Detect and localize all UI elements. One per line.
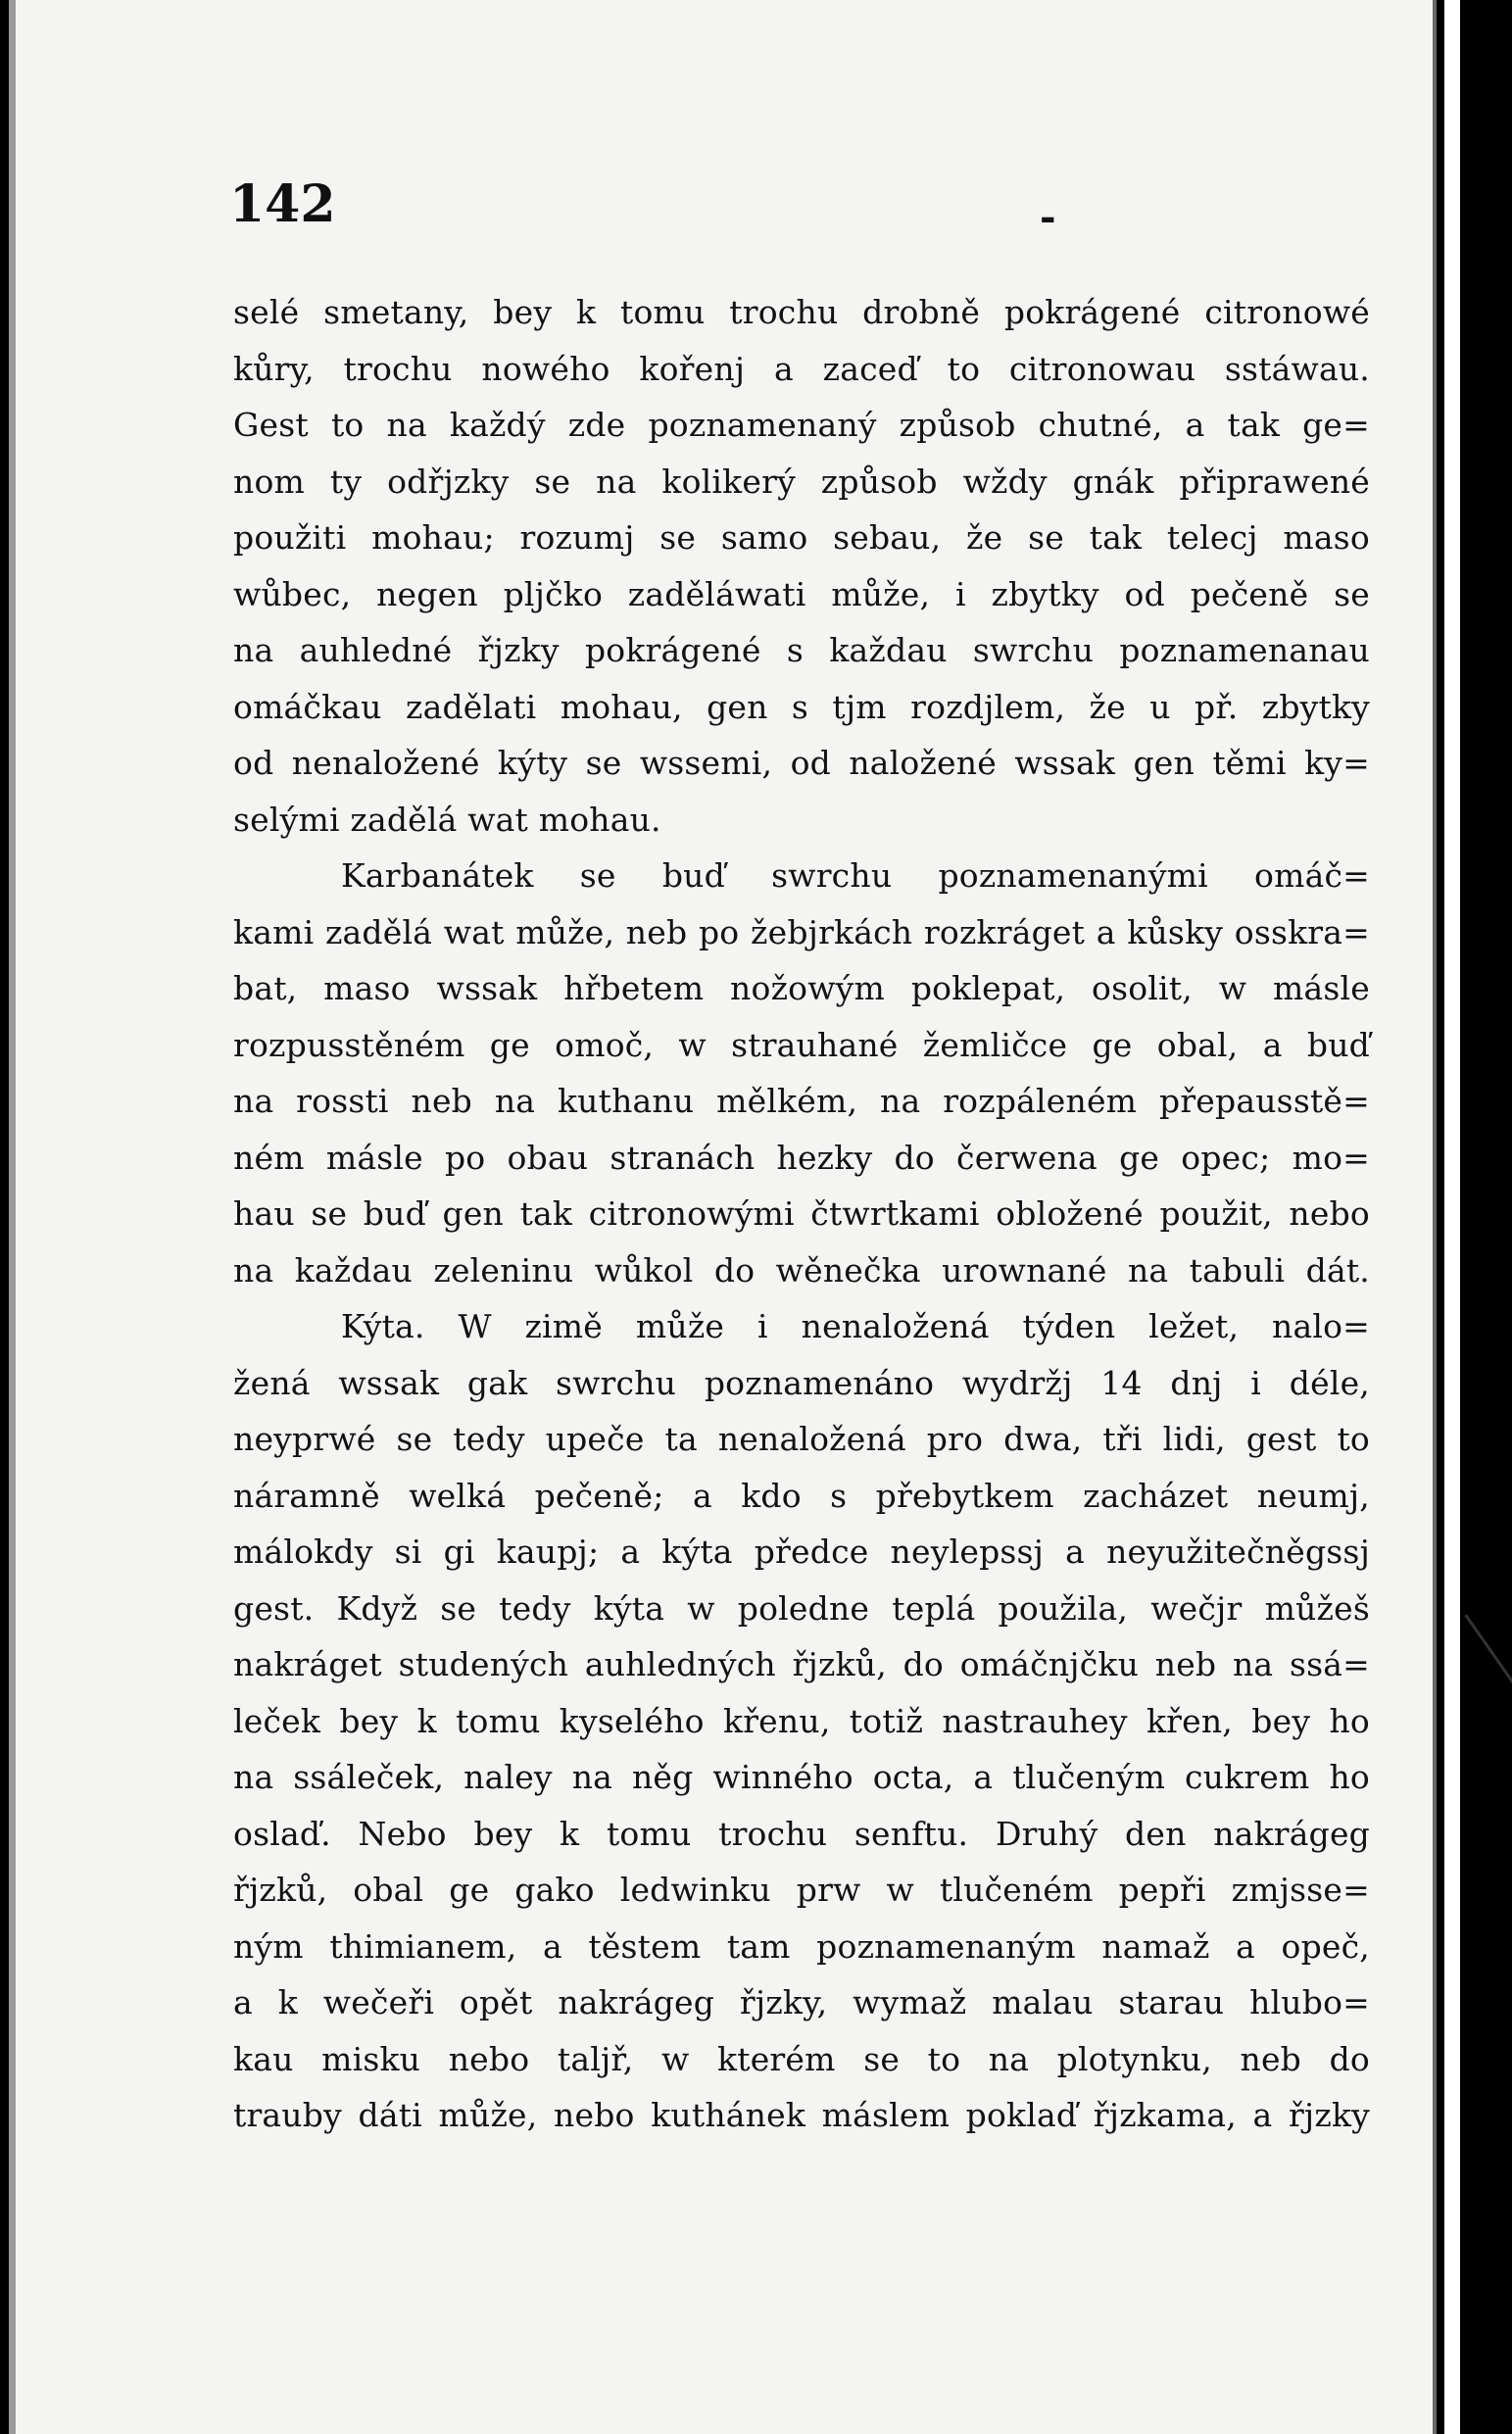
book-page	[16, 0, 1433, 2434]
text-line: kau misku nebo talјř, w kterém se to na plotynku, neb do	[233, 2039, 1370, 2078]
header-dash: -	[1040, 194, 1056, 240]
text-line: rozpusstěném ge omoč, w strauhané žemličce ge obal, a buď	[233, 1025, 1370, 1064]
text-line: omáčkau zadělati mohau, gen s tjm rozdjlem, že u př. zbytky	[233, 687, 1370, 726]
page-number: 142	[229, 174, 336, 234]
text-line: Gest to na každý zde poznamenaný způsob chutné, a tak ge=	[233, 406, 1370, 444]
paragraph-start-line: Karbanátek se buď swrchu poznamenanými omáč=	[341, 856, 1370, 895]
text-line: použiti mohau; rozumj se samo sebau, že se tak telecj maso	[233, 518, 1370, 557]
text-line: kůry, trochu nowého kořenj a zaceď to citronowau sstáwau.	[233, 349, 1370, 388]
paragraph-start-line: Kýta. W zimě může i nenaložená týden ležet, nalo=	[341, 1307, 1370, 1345]
text-line: selé smetany, bey k tomu trochu drobně pokrágené citronowé	[233, 293, 1370, 331]
text-line: selými zadělá wat mohau.	[233, 800, 661, 839]
left-scan-border	[0, 0, 16, 2434]
text-line: na každau zeleninu wůkol do wěnečka urownané na tabuli dát.	[233, 1250, 1370, 1290]
text-line: na auhledné řjzky pokrágené s každau swrchu poznamenanau	[233, 631, 1370, 669]
text-line: leček bey k tomu kyselého křenu, totiž nastrauhey křen, bey ho	[233, 1701, 1370, 1740]
text-line: žená wssak gak swrchu poznamenáno wydržj 14 dnj i déle,	[233, 1363, 1370, 1402]
text-line: hau se buď gen tak citronowými čtwrtkami obložené použit, nebo	[233, 1194, 1370, 1233]
text-line: náramně welká pečeně; a kdo s přebytkem zacházet neumj,	[233, 1476, 1370, 1515]
text-line: nom ty odřjzky se na kolikerý způsob wždy gnák připrawené	[233, 462, 1370, 501]
text-line: wůbec, negen pljčko zaděláwati může, i zbytky od pečeně se	[233, 574, 1370, 613]
text-line: bat, maso wssak hřbetem nožowým poklepat, osolit, w másle	[233, 969, 1370, 1007]
text-line: ném másle po obau stranách hezky do čerwena ge opec; mo=	[233, 1138, 1370, 1177]
text-line: a k wečeři opět nakrágeg řjzky, wymaž malau starau hlubo=	[233, 1983, 1370, 2021]
text-line: řjzků, obal ge gako ledwinku prw w tlučeném pepři zmjsse=	[233, 1871, 1370, 1909]
text-line: na rossti neb na kuthanu mělkém, na rozpáleném přepausstě=	[233, 1082, 1370, 1120]
text-line: nakráget studených auhledných řjzků, do omáčnjčku neb na ssá=	[233, 1645, 1370, 1683]
text-line: ným thimianem, a těstem tam poznamenaným namaž a opeč,	[233, 1926, 1370, 1966]
text-line: od nenaložené kýty se wssemi, od naložené wssak gen těmi ky=	[233, 744, 1370, 782]
text-line: na ssáleček, naley na něg winného octa, a tlučeným cukrem ho	[233, 1758, 1370, 1796]
right-scan-border	[1433, 0, 1512, 2434]
text-line: oslaď. Nebo bey k tomu trochu senftu. Druhý den nakrágeg	[233, 1814, 1370, 1853]
text-line: kami zadělá wat může, neb po žebjrkách rozkráget a kůsky osskra=	[233, 912, 1370, 951]
text-line: neyprwé se tedy upeče ta nenaložená pro dwa, tři lidi, gest to	[233, 1420, 1370, 1458]
text-line: málokdy si gi kaupj; a kýta předce neylepssj a neyužitečněgssj	[233, 1533, 1370, 1571]
body-text	[233, 284, 1370, 2144]
text-line: gest. Když se tedy kýta w poledne teplá použila, wečjr můžeš	[233, 1588, 1370, 1628]
text-line: trauby dáti může, nebo kuthánek máslem poklaď řjzkama, a řjzky	[233, 2096, 1370, 2134]
